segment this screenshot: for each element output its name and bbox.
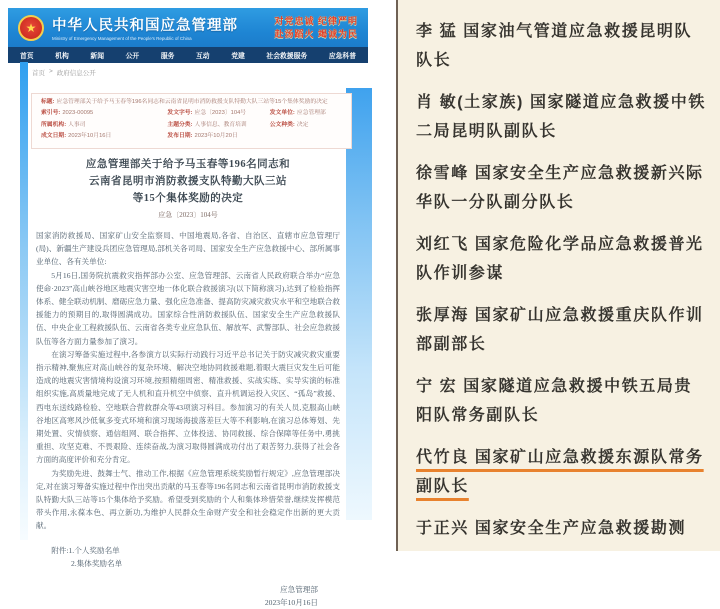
doc-attachments [36, 544, 340, 570]
meta-publish-date-value: 2023年10月20日 [194, 133, 238, 140]
meta-doctype-label: 公文种类: [269, 121, 295, 128]
meta-issuer-value: 应急管理部 [296, 110, 326, 117]
doc-paragraph-addressees: 国家消防救援局、国家矿山安全监察局、中国地震局,各省、自治区、直辖市应急管理厅(局)、新疆生产建设兵团应急管理局,部机关各司局、国家安全生产应急救援中心、部所属事业单位、各有关单位: [36, 231, 340, 267]
header-slogan [274, 15, 358, 39]
meta-topic-label: 主题分类: [167, 121, 193, 128]
doc-signature-issuer: 应急管理部 [280, 585, 318, 595]
meta-docnum-value: 应急〔2023〕104号 [194, 110, 247, 117]
doc-paragraph-award-decision: 为奖励先进、鼓舞士气、推动工作,根据《应急管理系统奖励暂行规定》,应急管理部决定,对在演习筹备实施过程中作出突出贡献的马玉春等196名同志和云南省昆明市消防救援支队特勤大队三站等15个集体给予奖励。希望受到奖励的个人和集体珍惜荣誉,继续发挥模范带头作用,永葆本色、再立新功,为维护人民群众生命财产安全和社会稳定作出新的更大贡献。 [36, 468, 340, 531]
award-entry-xu-xuefeng: 徐雪峰 国家安全生产应急救援新兴际华队一分队副分队长 [416, 165, 704, 211]
nav-item-interaction[interactable]: 互动 [196, 53, 210, 60]
meta-topic-value: 人事信息、教育培训 [194, 121, 247, 128]
meta-issuer-label: 发文单位: [269, 110, 295, 117]
meta-index-value: 2023-00095 [62, 110, 94, 117]
attachment-item-1: 1.个人奖励名单 [68, 545, 120, 555]
breadcrumb-current[interactable]: 政府信息公开 [56, 70, 96, 77]
award-entry-li-meng: 李 猛 国家油气管道应急救援昆明队队长 [416, 23, 693, 69]
site-header [8, 8, 368, 47]
nav-item-services[interactable]: 服务 [160, 53, 175, 60]
national-emblem-icon[interactable]: ★ [18, 15, 44, 41]
nav-item-orgs[interactable]: 机构 [55, 53, 69, 60]
decorative-blue-strip-right [346, 88, 372, 520]
breadcrumb-separator: > [49, 68, 53, 75]
doc-title-line-3: 等15个集体奖励的决定 [132, 193, 244, 204]
slogan-line-1: 对党忠诚 纪律严明 [274, 16, 358, 27]
doc-paragraph-exercise: 5月16日,国务院抗震救灾指挥部办公室、应急管理部、云南省人民政府联合举办“应急使命·2023”高山峡谷地区地震灾害空地一体化联合救援演习(以下简称演习),达到了检验指挥体系、健全联动机制、磨砺应急力量、强化应急准备、提高防灾减灾救灾水平和空地联合救援能力的预期目的,取得圆满成功。国家综合性消防救援队伍、国家安全生产应急救援队伍、中央企业工程救援队伍、云南省各类专业应急队伍、解放军、武警部队、社会应急救援队伍等各方面力量参加了演习。 [36, 270, 340, 346]
slogan-line-2: 赴汤蹈火 竭诚为民 [274, 28, 358, 39]
doc-signature-block [36, 583, 340, 609]
doc-title-line-1: 应急管理部关于给予马玉春等196名同志和 [85, 159, 291, 170]
breadcrumb [32, 68, 96, 77]
doc-number: 应急〔2023〕104号 [158, 211, 218, 219]
award-list-panel [396, 0, 720, 551]
nav-item-party[interactable]: 党建 [231, 53, 245, 60]
meta-title-value: 应急管理部关于给予马玉春等196名同志和云南省昆明市消防救援支队特勤大队三站等15个集体奖励的决定 [56, 99, 328, 105]
award-entry-dai-zhuliang-underlined: 代竹良 国家矿山应急救援东源队常务副队长 [416, 449, 704, 495]
meta-org-label: 所属机构: [41, 121, 67, 128]
nav-item-science[interactable]: 应急科普 [328, 53, 356, 60]
award-entry-zhang-houhai: 张厚海 国家矿山应急救援重庆队作训部副部长 [416, 307, 704, 353]
breadcrumb-home[interactable]: 首页 [32, 70, 45, 77]
meta-written-date-value: 2023年10月16日 [68, 133, 112, 140]
award-entry-ning-hong: 宁 宏 国家隧道应急救援中铁五局贵阳队常务副队长 [416, 378, 693, 424]
official-document [36, 156, 340, 609]
nav-item-disclosure[interactable]: 公开 [125, 53, 140, 60]
meta-publish-date-label: 发布日期: [167, 133, 193, 140]
doc-signature-date: 2023年10月16日 [264, 598, 318, 608]
meta-written-date-label: 成文日期: [41, 133, 67, 140]
meta-title-label: 标题: [41, 99, 55, 105]
meta-doctype-value: 决定 [296, 121, 309, 128]
doc-title-line-2: 云南省昆明市消防救援支队特勤大队三站 [89, 176, 287, 187]
document-metadata-box [31, 93, 352, 149]
doc-paragraph-performance: 在演习筹备实施过程中,各参演方以实际行动践行习近平总书记关于防灾减灾救灾重要指示精神,聚焦应对高山峡谷的复杂环境、解决空地协同救援难题,着眼大震巨灾发生后可能造成的地震灾害情境构设演习环境,按照精细周密、精准救援、实战实练、实导实演的标准组织实施,高质量地完成了无人机和直升机空中侦察、直升机调运投入灾区、“孤岛”救援、西电东送线路检验、空地联合营救群众等43项演习科目。参加演习的有关人员,克服高山峡谷地区高寒风沙低氧多变式环境和演习现场海拔落差巨大等不利影响,在演习总体筹划、先期处置、灾情侦察、通信组网、联合指挥、立体投送、协同救援、综合保障等任务中,勇挑重担、攻坚克难、不畏艰险、连续奋战,为演习取得圆满成功付出了艰苦努力,获得了社会各方面的高度评价和充分肯定。 [36, 349, 340, 465]
attachments-label: 附件: [51, 545, 69, 555]
award-entry-yu-zhengxing: 于正兴 国家安全生产应急救援勘测 [416, 520, 687, 537]
award-entry-liu-hongfei: 刘红飞 国家危险化学品应急救援普光队作训参谋 [416, 236, 704, 282]
site-subtitle-english: Ministry of Emergency Management of the People's Republic of China [52, 36, 192, 41]
meta-docnum-label: 发文字号: [167, 110, 193, 117]
site-title: 中华人民共和国应急管理部 [52, 18, 238, 34]
nav-item-news[interactable]: 新闻 [90, 53, 104, 60]
decorative-blue-strip-left [20, 62, 28, 540]
nav-item-home[interactable]: 首页 [20, 53, 34, 60]
attachment-item-2: 2.集体奖励名单 [70, 558, 123, 568]
meta-index-label: 索引号: [41, 110, 61, 117]
award-entry-xiao-min: 肖 敏(土家族) 国家隧道应急救援中铁二局昆明队副队长 [416, 94, 706, 140]
nav-item-social-rescue[interactable]: 社会救援服务 [266, 53, 308, 60]
main-nav [8, 47, 368, 63]
meta-org-value: 人事司 [68, 121, 86, 128]
